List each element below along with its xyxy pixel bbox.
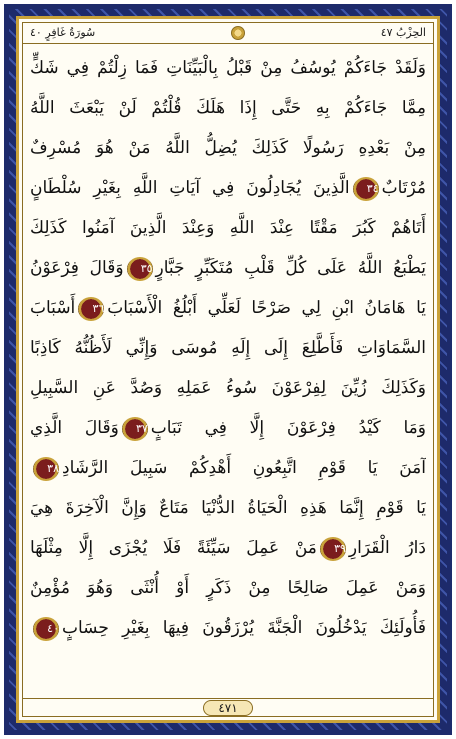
ayah-number-marker: ٣٧ bbox=[122, 417, 148, 441]
verse-text: يَا هَامَانُ ابْنِ لِي صَرْحًا لَعَلِّي أَبْلُغُ الْأَسْبَابَ bbox=[107, 298, 426, 318]
verse-text: وَمَا كَيْدُ فِرْعَوْنَ إِلَّا فِي تَبَابٍ bbox=[150, 418, 426, 438]
juz-marker-icon bbox=[231, 26, 245, 40]
text-line-8 bbox=[30, 328, 426, 368]
verse-text: يَطْبَعُ اللَّهُ عَلَى كُلِّ قَلْبِ مُتَكَبِّرٍ جَبَّارٍ bbox=[155, 258, 426, 278]
verse-text: وَكَذَلِكَ زُيِّنَ لِفِرْعَوْنَ سُوءُ عَمَلِهِ وَصُدَّ عَنِ السَّبِيلِ bbox=[30, 378, 426, 398]
text-line-1 bbox=[30, 48, 426, 88]
quran-text-block bbox=[30, 48, 426, 688]
verse-text: مَنْ عَمِلَ سَيِّئَةً فَلَا يُجْزَى إِلَّا مِثْلَهَا bbox=[30, 538, 317, 558]
text-line-3 bbox=[30, 128, 426, 168]
verse-text: السَّمَاوَاتِ فَأَطَّلِعَ إِلَى إِلَهِ مُوسَى وَإِنِّي لَأَظُنُّهُ كَاذِبًا bbox=[30, 338, 426, 358]
verse-text: مِمَّا جَاءَكُمْ بِهِ حَتَّى إِذَا هَلَكَ قُلْتُمْ لَنْ يَبْعَثَ اللَّهُ bbox=[30, 98, 426, 118]
ayah-number-marker: ٤٠ bbox=[33, 617, 59, 641]
text-line-10 bbox=[30, 408, 426, 448]
verse-text: وَقَالَ الَّذِي bbox=[30, 418, 119, 438]
verse-text: أَتَاهُمْ كَبُرَ مَقْتًا عِنْدَ اللَّهِ وَعِنْدَ الَّذِينَ آمَنُوا كَذَلِكَ bbox=[30, 218, 426, 238]
page-footer bbox=[22, 698, 434, 717]
text-line-5 bbox=[30, 208, 426, 248]
verse-text: دَارُ الْقَرَارِ bbox=[348, 538, 426, 558]
text-line-6 bbox=[30, 248, 426, 288]
hizb-label: الحِزْبُ ٤٧ bbox=[380, 26, 426, 39]
verse-text: وَمَنْ عَمِلَ صَالِحًا مِنْ ذَكَرٍ أَوْ أُنْثَى وَهُوَ مُؤْمِنٌ bbox=[30, 578, 426, 598]
verse-text: يَا قَوْمِ إِنَّمَا هَذِهِ الْحَيَاةُ الدُّنْيَا مَتَاعٌ وَإِنَّ الْآخِرَةَ هِيَ bbox=[30, 498, 426, 518]
text-line-4 bbox=[30, 168, 426, 208]
verse-text: أَسْبَابَ bbox=[30, 298, 76, 318]
text-line-7 bbox=[30, 288, 426, 328]
verse-text: مِنْ بَعْدِهِ رَسُولًا كَذَلِكَ يُضِلُّ اللَّهُ مَنْ هُوَ مُسْرِفٌ bbox=[30, 138, 426, 158]
ayah-number-marker: ٣٨ bbox=[33, 457, 59, 481]
text-line-9 bbox=[30, 368, 426, 408]
verse-text: الَّذِينَ يُجَادِلُونَ فِي آيَاتِ اللَّهِ بِغَيْرِ سُلْطَانٍ bbox=[30, 178, 350, 198]
text-line-14 bbox=[30, 568, 426, 608]
verse-text: وَلَقَدْ جَاءَكُمْ يُوسُفُ مِنْ قَبْلُ بِالْبَيِّنَاتِ فَمَا زِلْتُمْ فِي شَكٍّ bbox=[30, 58, 426, 78]
text-line-2 bbox=[30, 88, 426, 128]
verse-text: آمَنَ يَا قَوْمِ اتَّبِعُونِ أَهْدِكُمْ سَبِيلَ الرَّشَادِ bbox=[62, 458, 426, 478]
verse-text: وَقَالَ فِرْعَوْنُ bbox=[30, 258, 124, 278]
text-line-15 bbox=[30, 608, 426, 648]
ayah-number-marker: ٣٤ bbox=[353, 177, 379, 201]
text-line-13 bbox=[30, 528, 426, 568]
text-line-12 bbox=[30, 488, 426, 528]
page-header bbox=[22, 22, 434, 44]
ayah-number-marker: ٣٦ bbox=[78, 297, 104, 321]
ayah-number-marker: ٣٥ bbox=[127, 257, 153, 281]
text-line-11 bbox=[30, 448, 426, 488]
verse-text: فَأُولَئِكَ يَدْخُلُونَ الْجَنَّةَ يُرْزَقُونَ فِيهَا بِغَيْرِ حِسَابٍ bbox=[62, 618, 426, 638]
ayah-number-marker: ٣٩ bbox=[320, 537, 346, 561]
surah-name: سُورَةُ غَافِرٍ ٤٠ bbox=[30, 26, 96, 39]
verse-text: مُرْتَابٌ bbox=[381, 178, 426, 198]
page-number: ٤٧١ bbox=[203, 700, 252, 716]
